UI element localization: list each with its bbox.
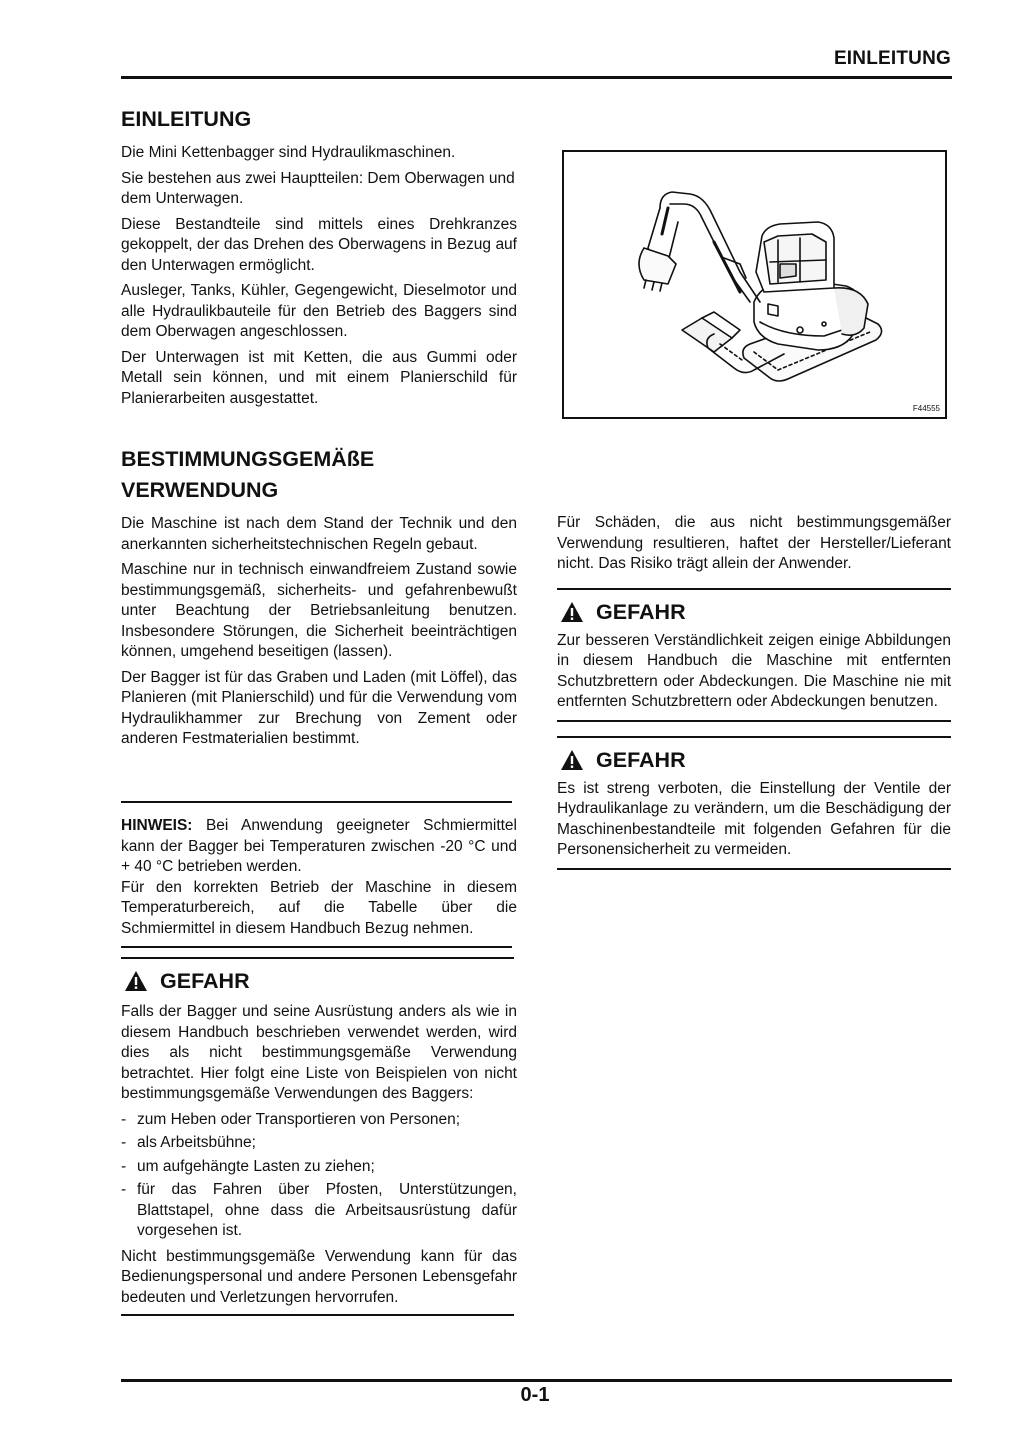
danger-title: GEFAHR	[596, 599, 686, 624]
warning-triangle-icon	[124, 970, 148, 992]
usage-paragraph: Maschine nur in technisch einwandfreiem Zustand sowie bestimmungsgemäß, sicherheits- und gefahrenbewußt unter Beachtung der Betriebsanleitung benutzen. Insbesondere Störungen, die Sicherheit beeinträchtigen können, umgehend beseitigen (lassen).	[121, 561, 517, 660]
usage-heading-line1: BESTIMMUNGSGEMÄßE	[121, 447, 375, 471]
note-rule-top	[121, 801, 512, 803]
danger-rule-top	[121, 957, 514, 959]
list-item: - um aufgehängte Lasten zu ziehen;	[121, 1157, 375, 1175]
danger-text: Zur besseren Verständlichkeit zeigen einige Abbildungen in diesem Handbuch die Maschine mit entfernten Schutzbrettern oder Abdeckungen. Die Maschine nie mit entfernten Schutzbrettern oder Abdeckungen benutzen.	[557, 631, 951, 710]
danger-text: Es ist streng verboten, die Einstellung der Ventile der Hydraulikanlage zu verändern, um die Beschädigung der Maschinenbestandteile mit folgenden Gefahren für die Personensicherheit zu vermeiden.	[557, 779, 951, 858]
list-item: - zum Heben oder Transportieren von Personen;	[121, 1110, 461, 1128]
liability-paragraph: Für Schäden, die aus nicht bestimmungsgemäßer Verwendung resultieren, haftet der Hersteller/Lieferant nicht. Das Risiko trägt allein der Anwender.	[557, 514, 951, 572]
warning-triangle-icon	[560, 749, 584, 771]
warning-triangle-icon	[560, 601, 584, 623]
usage-section	[121, 444, 517, 750]
danger-rule-bottom	[557, 720, 951, 722]
danger-title: GEFAHR	[596, 747, 686, 772]
note-box	[121, 801, 517, 948]
note-body: Bei Anwendung geeigneter Schmiermittel kann der Bagger bei Temperaturen zwischen -20 °C und + 40 °C betrieben werden.	[121, 817, 517, 875]
misuse-list	[121, 1110, 517, 1242]
intro-paragraph: Diese Bestandteile sind mittels eines Drehkranzes gekoppelt, der das Drehen des Oberwagens in Bezug auf den Unterwagen ermöglicht.	[121, 215, 517, 274]
usage-paragraph: Der Bagger ist für das Graben und Laden (mit Löffel), das Planieren (mit Planierschild) und für die Verwendung vom Hydraulikhammer zur Brechung von Zement oder anderen Festmaterialien bestimmt.	[121, 668, 517, 747]
right-column	[557, 513, 951, 870]
danger-heading	[121, 968, 517, 994]
intro-paragraph: Der Unterwagen ist mit Ketten, die aus Gummi oder Metall sein können, und mit einem Planierschild für Planierarbeiten ausgestattet.	[121, 348, 517, 407]
mini-excavator-illustration	[564, 152, 945, 417]
danger-heading	[557, 599, 951, 625]
usage-paragraph: Die Maschine ist nach dem Stand der Technik und den anerkannten sicherheitstechnischen Regeln gebaut.	[121, 515, 517, 553]
danger-intro: Falls der Bagger und seine Ausrüstung anders als wie in diesem Handbuch beschrieben verwendet werden, wird dies als nicht bestimmungsgemäße Verwendung betrachtet. Hier folgt eine Liste von Beispielen von nicht bestimmungsgemäße Verwendungen des Baggers:	[121, 1003, 517, 1102]
danger-box-left	[121, 957, 517, 1316]
intro-paragraph: Sie bestehen aus zwei Hauptteilen: Dem Oberwagen und dem Unterwagen.	[121, 169, 515, 207]
page-number: 0-1	[520, 1384, 550, 1406]
danger-heading	[557, 747, 951, 773]
usage-heading-line2: VERWENDUNG	[121, 478, 279, 502]
figure-code: F44555	[912, 404, 940, 413]
intro-section	[121, 104, 517, 409]
running-header-title: EINLEITUNG	[833, 48, 951, 69]
intro-heading: EINLEITUNG	[121, 107, 252, 131]
danger-rule-top	[557, 736, 951, 738]
note-text	[121, 816, 517, 878]
danger-rule-top	[557, 588, 951, 590]
excavator-figure	[562, 150, 947, 419]
list-item: - für das Fahren über Pfosten, Unterstützungen, Blattstapel, ohne dass die Arbeitsausrüstung dafür vorgesehen ist.	[121, 1181, 517, 1239]
header-rule	[121, 76, 952, 79]
danger-title: GEFAHR	[160, 969, 250, 993]
list-item: - als Arbeitsbühne;	[121, 1134, 256, 1151]
footer-rule	[121, 1379, 952, 1382]
note-rule-bottom	[121, 946, 512, 948]
danger-rule-bottom	[557, 868, 951, 870]
danger-outro: Nicht bestimmungsgemäße Verwendung kann für das Bedienungspersonal und andere Personen Lebensgefahr bedeuten und Verletzungen hervorrufen.	[121, 1247, 517, 1306]
note-text-2: Für den korrekten Betrieb der Maschine in diesem Temperaturbereich, auf die Tabelle über die Schmiermittel in diesem Handbuch Bezug nehmen.	[121, 878, 517, 937]
intro-paragraph: Ausleger, Tanks, Kühler, Gegengewicht, Dieselmotor und alle Hydraulikbauteile für den Betrieb des Baggers sind dem Oberwagen angeschlossen.	[121, 282, 517, 340]
danger-rule-bottom	[121, 1314, 514, 1316]
note-label: HINWEIS:	[121, 817, 193, 834]
intro-paragraph: Die Mini Kettenbagger sind Hydraulikmaschinen.	[121, 144, 456, 161]
